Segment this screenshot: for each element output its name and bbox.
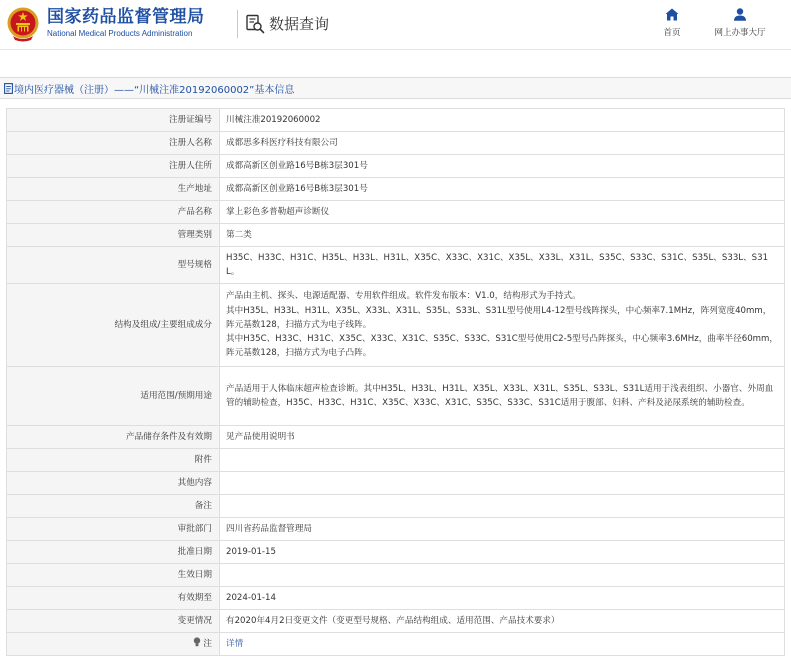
field-value: 掌上彩色多普勒超声诊断仪 [220, 201, 785, 224]
field-label: 审批部门 [7, 518, 220, 541]
breadcrumb [0, 77, 791, 99]
agency-name-en[interactable]: National Medical Products Administration [47, 29, 193, 38]
field-value: 产品适用于人体临床超声检查诊断。其中H35L、H33L、H31L、X35L、X33L、X31L、S35L、S33L、S31L适用于浅表组织、小器官、外周血管的辅助检查，H35C、H33C、H31C、X35C、X33C、X31C、S35C、S33C、S31C适用于腹部、妇科、产科及泌尿系统的辅助检查。 [220, 367, 785, 426]
note-label: 注 [203, 638, 212, 649]
field-label: 注册人名称 [7, 132, 220, 155]
header-divider [237, 10, 238, 38]
field-label: 产品储存条件及有效期 [7, 426, 220, 449]
field-label: 批准日期 [7, 541, 220, 564]
table-row [7, 178, 785, 201]
bulb-icon [193, 637, 201, 647]
field-value [220, 564, 785, 587]
field-label: 备注 [7, 495, 220, 518]
user-icon [733, 8, 747, 21]
field-label: 附件 [7, 449, 220, 472]
field-value: 产品由主机、探头、电源适配器、专用软件组成。软件发布版本：V1.0，结构形式为手持式。 其中H35L、H33L、H31L、X35L、X33L、X31L、S35L、S33L、S31L型号使用L4-12型号线阵探头，中心频率7.1MHz，阵列宽度40mm，阵元基数128，扫描方式为电子线阵。 其中H35C、H33C、H31C、X35C、X33C、X31C、S35C、S33C、S31C型号使用C2-5型号凸阵探头，中心频率3.6MHz，曲率半径60mm，阵元基数128，扫描方式为电子凸阵。 [220, 284, 785, 367]
note-value-cell [220, 633, 785, 656]
field-label: 适用范围/预期用途 [7, 367, 220, 426]
field-label: 型号规格 [7, 247, 220, 284]
field-value: 第二类 [220, 224, 785, 247]
registration-details-table [6, 108, 785, 656]
home-icon [665, 8, 679, 21]
field-value: 成都高新区创业路16号B栋3层301号 [220, 178, 785, 201]
field-value: 有2020年4月2日变更文件（变更型号规格、产品结构组成、适用范围、产品技术要求） [220, 610, 785, 633]
site-header [0, 0, 791, 50]
agency-title[interactable] [47, 7, 205, 38]
page-section-title: 数据查询 [269, 15, 330, 33]
breadcrumb-text: 境内医疗器械（注册）——“川械注准20192060002”基本信息 [14, 85, 295, 96]
field-value: H35C、H33C、H31C、H35L、H33L、H31L、X35C、X33C、X31C、X35L、X33L、X31L、S35C、S33C、S31C、S35L、S33L、S31L。 [220, 247, 785, 284]
field-value: 2024-01-14 [220, 587, 785, 610]
table-row [7, 201, 785, 224]
table-row [7, 587, 785, 610]
data-query-icon [245, 14, 265, 34]
detail-link[interactable]: 详情 [226, 638, 244, 649]
table-row [7, 224, 785, 247]
field-label: 结构及组成/主要组成成分 [7, 284, 220, 367]
field-value [220, 449, 785, 472]
field-value: 见产品使用说明书 [220, 426, 785, 449]
breadcrumb-title [4, 81, 294, 96]
table-row [7, 564, 785, 587]
nav-online-label[interactable]: 网上办事大厅 [714, 28, 766, 38]
field-value: 成都思多科医疗科技有限公司 [220, 132, 785, 155]
table-row [7, 155, 785, 178]
table-row [7, 426, 785, 449]
field-label: 生效日期 [7, 564, 220, 587]
field-value: 四川省药品监督管理局 [220, 518, 785, 541]
agency-name-cn[interactable]: 国家药品监督管理局 [47, 7, 205, 27]
nav-home[interactable] [637, 8, 707, 38]
field-value: 2019-01-15 [220, 541, 785, 564]
field-label: 其他内容 [7, 472, 220, 495]
field-label: 产品名称 [7, 201, 220, 224]
field-label: 管理类别 [7, 224, 220, 247]
national-emblem-icon [6, 6, 40, 42]
table-row [7, 495, 785, 518]
field-value: 川械注准20192060002 [220, 109, 785, 132]
nav-online-service-hall[interactable] [704, 8, 776, 38]
table-row [7, 518, 785, 541]
field-label: 变更情况 [7, 610, 220, 633]
table-row [7, 247, 785, 284]
field-value [220, 495, 785, 518]
nav-home-label[interactable]: 首页 [663, 28, 681, 38]
field-label: 注册证编号 [7, 109, 220, 132]
note-label-cell [7, 633, 220, 656]
field-value [220, 472, 785, 495]
field-label: 生产地址 [7, 178, 220, 201]
table-row [7, 132, 785, 155]
table-row [7, 449, 785, 472]
table-row [7, 284, 785, 367]
field-label: 注册人住所 [7, 155, 220, 178]
table-row [7, 610, 785, 633]
table-row [7, 472, 785, 495]
field-label: 有效期至 [7, 587, 220, 610]
table-row [7, 109, 785, 132]
table-row-note [7, 633, 785, 656]
field-value: 成都高新区创业路16号B栋3层301号 [220, 155, 785, 178]
table-row [7, 541, 785, 564]
table-row [7, 367, 785, 426]
document-icon [4, 83, 13, 94]
